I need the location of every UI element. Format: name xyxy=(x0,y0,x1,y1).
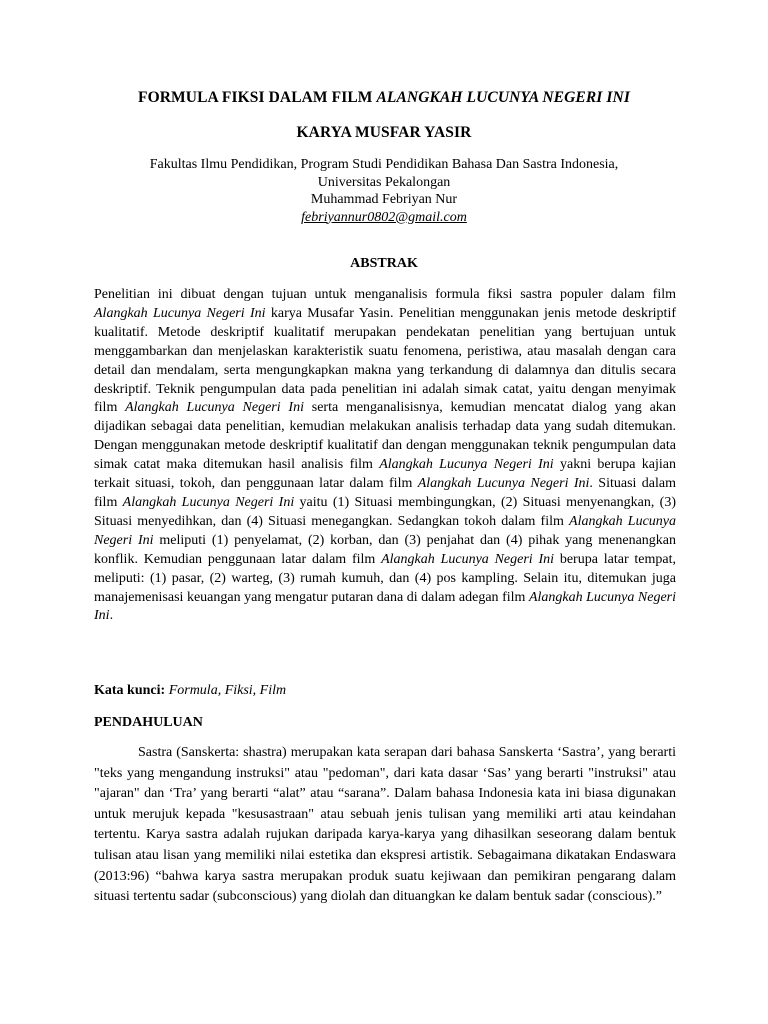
introduction-body xyxy=(94,743,676,908)
abstract-text: meliputi (1) penyelamat, (2) korban, dan (3) penjahat dan (4) pihak yang menenangkan konflik. Kemudian penggunaan latar dalam film xyxy=(94,532,677,567)
paper-title-line2: KARYA MUSFAR YASIR xyxy=(296,124,472,141)
abstract-text: . Situasi dalam film xyxy=(94,476,676,510)
abstract-text: yakni berupa kajian terkait situasi, tokoh, dan penggunaan latar dalam film xyxy=(94,457,676,492)
keywords-line xyxy=(94,683,676,699)
abstract-paragraph xyxy=(94,286,676,626)
abstract-text: berupa latar tempat, meliputi: (1) pasar, (2) warteg, (3) rumah kumuh, dan (4) pos kampling. Selain itu, ditemukan juga manajemenisasi keuangan yang mengatur putaran dana di dalam adegan film xyxy=(94,551,677,605)
abstract-text: Penelitian ini dibuat dengan tujuan untuk menganalisis formula fiksi sastra populer dalam film xyxy=(94,287,676,302)
abstract-text: yaitu (1) Situasi membingungkan, (2) Situasi menyenangkan, (3) Situasi menyedihkan, dan (4) Situasi menegangkan. Sedangkan tokoh dalam film xyxy=(94,494,676,529)
author-name: Muhammad Febriyan Nur xyxy=(310,192,458,207)
keywords-label: Kata kunci: xyxy=(94,683,166,698)
film-title: Alangkah Lucunya Negeri Ini xyxy=(94,305,266,321)
film-title: Alangkah Lucunya Negeri Ini xyxy=(94,513,677,548)
film-title: Alangkah Lucunya Negeri Ini xyxy=(125,400,304,416)
affiliation-block xyxy=(0,156,768,226)
introduction-paragraph: Sastra (Sanskerta: shastra) merupakan kata serapan dari bahasa Sanskerta ‘Sastra’, yang berarti "teks yang mengandung instruksi" atau "pedoman", dari kata dasar ‘Sas’ yang berarti "instruksi" atau "ajaran" dan ‘Tra’ yang berarti “alat” atau “sarana”. Dalam bahasa Indonesia kata ini biasa digunakan untuk merujuk kepada "kesusastraan" atau sebuah jenis tulisan yang memiliki arti atau keindahan tertentu. Karya sastra adalah rujukan daripada karya-karya yang dihasilkan seseorang dalam bentuk tulisan atau lisan yang memiliki nilai estetika dan ekspresi artistik. Sebagaimana dikatakan Endaswara (2013:96) “bahwa karya sastra merupakan produk suatu kejiwaan dan pemikiran pengarang dalam situasi tertentu sadar (subconscious) yang diolah dan dituangkan ke dalam bentuk sadar (conscious).” xyxy=(94,745,676,905)
abstract-text: serta menganalisisnya, kemudian mencatat dialog yang akan dijadikan sebagai data penelitian, kemudian melakukan analisis terhadap data yang sudah ditemukan. Dengan menggunakan metode deskriptif kualitatif dan dengan menggunakan teknik pengumpulan data simak catat maka ditemukan hasil analisis film xyxy=(94,400,676,473)
keywords-value: Formula, Fiksi, Film xyxy=(165,683,287,698)
affiliation-university: Universitas Pekalongan xyxy=(317,174,451,190)
film-title: Alangkah Lucunya Negeri Ini xyxy=(379,457,554,473)
paper-title-line1 xyxy=(0,89,768,107)
film-title: Alangkah Lucunya Negeri Ini xyxy=(122,494,295,510)
author-email-link[interactable]: febriyannur0802@gmail.com xyxy=(301,209,467,225)
title-film-name: ALANGKAH LUCUNYA NEGERI INI xyxy=(376,89,630,106)
abstract-heading: ABSTRAK xyxy=(350,256,418,271)
film-title: Alangkah Lucunya Negeri Ini xyxy=(417,476,590,492)
affiliation-faculty: Fakultas Ilmu Pendidikan, Program Studi Pendidikan Bahasa Dan Sastra Indonesia, xyxy=(149,157,619,172)
film-title: Alangkah Lucunya Negeri Ini xyxy=(94,589,676,624)
title-plain: FORMULA FIKSI DALAM FILM xyxy=(138,89,377,106)
abstract-text: karya Musafar Yasin. Penelitian menggunakan jenis metode deskriptif kualitatif. Metode deskriptif kualitatif merupakan pendekatan penelitian yang bertujuan untuk menggambarkan dan menjelaskan karakteristik suatu fenomena, peristiwa, atau masalah dengan cara detail dan mendalam, serta mengungkapkan makna yang terkandung di dalamnya dan ditulis secara deskriptif. Teknik pengumpulan data pada penelitian ini adalah simak catat, yaitu dengan menyimak film xyxy=(94,305,676,416)
abstract-text: . xyxy=(109,608,114,624)
section-heading-introduction: PENDAHULUAN xyxy=(94,715,203,730)
film-title: Alangkah Lucunya Negeri Ini xyxy=(381,551,555,567)
abstract-body xyxy=(94,286,676,626)
